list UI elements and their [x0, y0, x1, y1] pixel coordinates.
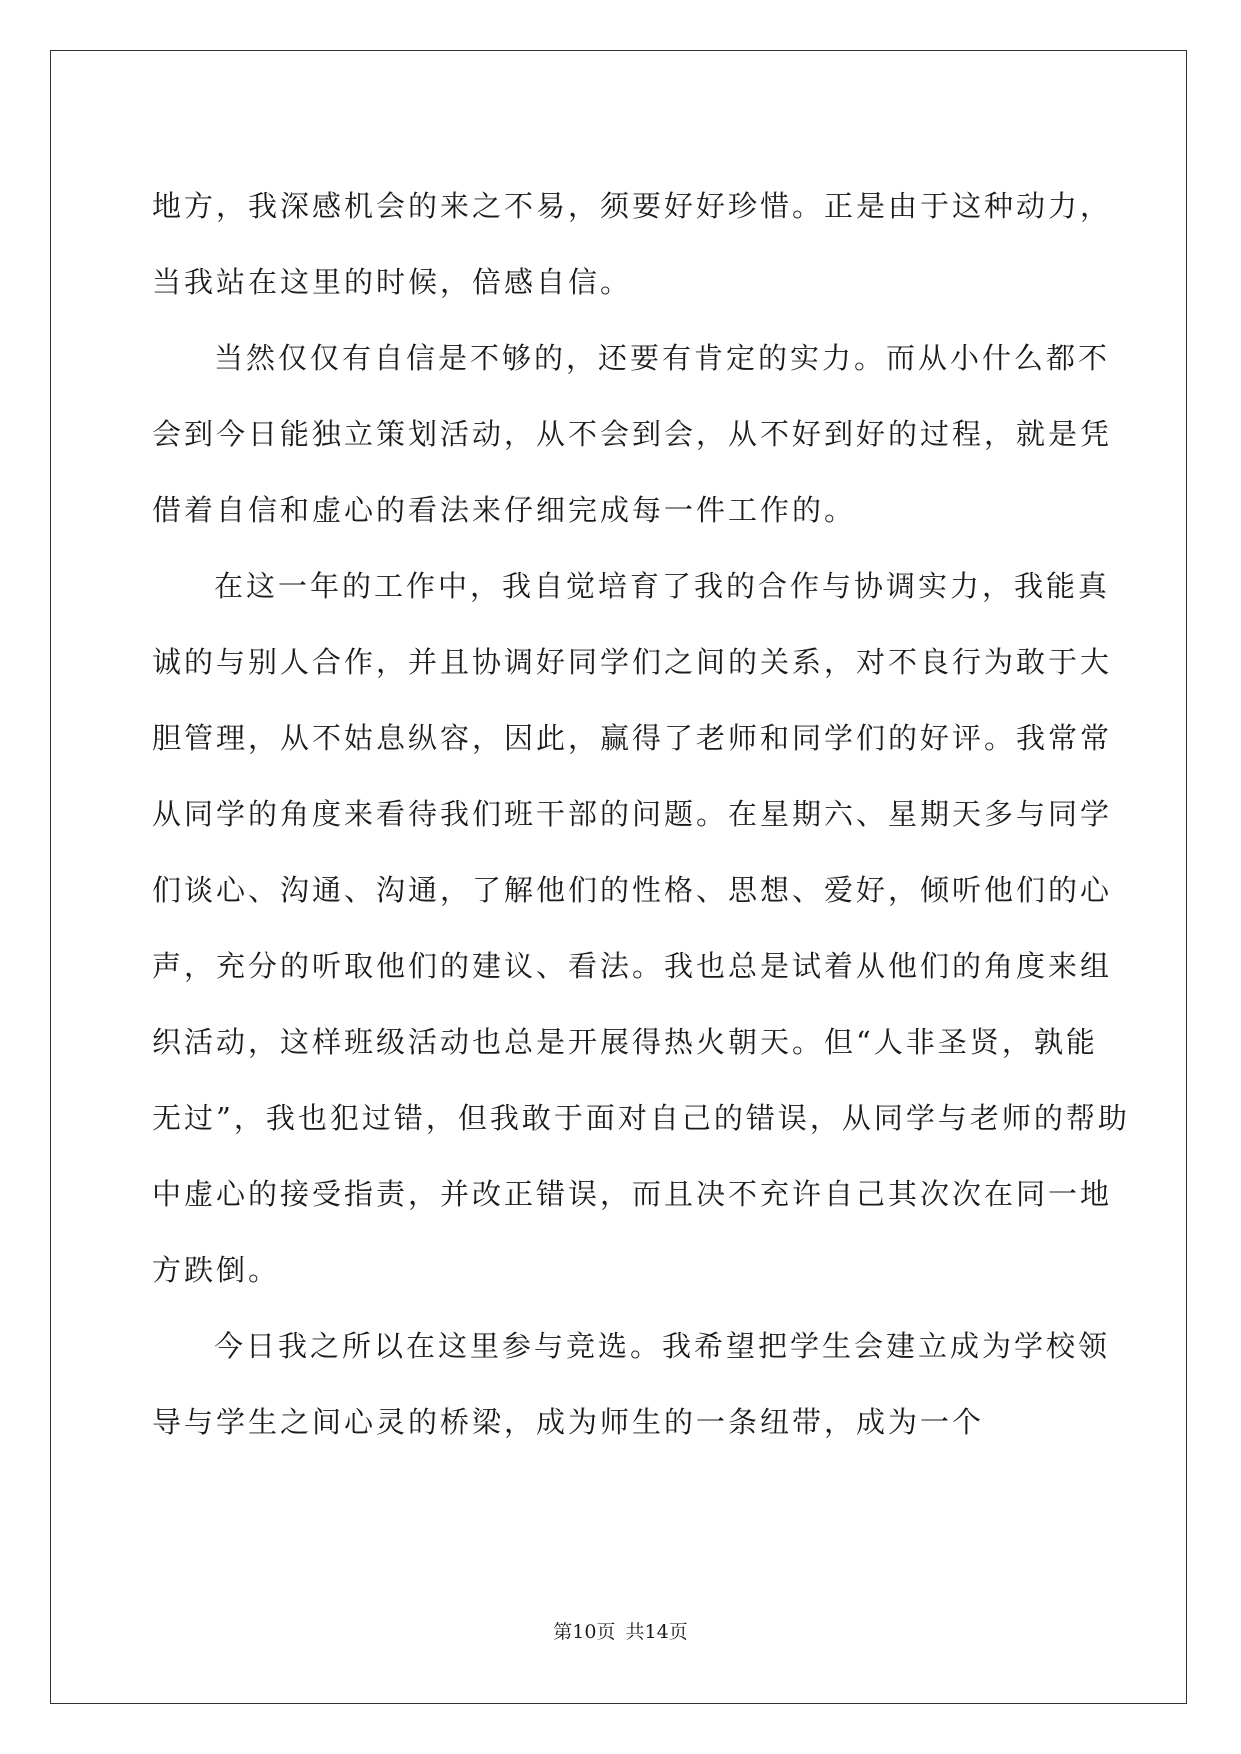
text-line: 方跌倒。: [152, 1253, 281, 1287]
text-line: 们谈心、沟通、沟通，了解他们的性格、思想、爱好，倾听他们的心: [152, 873, 1113, 907]
text-line: 借着自信和虚心的看法来仔细完成每一件工作的。: [152, 493, 857, 527]
page-total: 共14页: [625, 1621, 688, 1643]
document-body: [152, 168, 1130, 1460]
text-line: 无过”，我也犯过错，但我敢于面对自己的错误，从同学与老师的帮助: [152, 1101, 1130, 1135]
text-line-paragraph-start: 今日我之所以在这里参与竞选。我希望把学生会建立成为学校领: [214, 1329, 1111, 1363]
text-line: 胆管理，从不姑息纵容，因此，赢得了老师和同学们的好评。我常常: [152, 721, 1113, 755]
text-line: 从同学的角度来看待我们班干部的问题。在星期六、星期天多与同学: [152, 797, 1113, 831]
page-number: 第10页: [553, 1621, 616, 1643]
text-line: 中虚心的接受指责，并改正错误，而且决不充许自己其次次在同一地: [152, 1177, 1113, 1211]
page-footer: [0, 1617, 1241, 1644]
text-line: 当我站在这里的时候，倍感自信。: [152, 265, 633, 299]
text-line: 诚的与别人合作，并且协调好同学们之间的关系，对不良行为敢于大: [152, 645, 1113, 679]
text-line: 织活动，这样班级活动也总是开展得热火朝天。但“人非圣贤，孰能: [152, 1025, 1098, 1059]
text-line: 导与学生之间心灵的桥梁，成为师生的一条纽带，成为一个: [152, 1405, 985, 1439]
text-line-paragraph-start: 在这一年的工作中，我自觉培育了我的合作与协调实力，我能真: [214, 569, 1111, 603]
text-line: 地方，我深感机会的来之不易，须要好好珍惜。正是由于这种动力，: [152, 189, 1113, 223]
text-line-paragraph-start: 当然仅仅有自信是不够的，还要有肯定的实力。而从小什么都不: [214, 341, 1111, 375]
text-line: 会到今日能独立策划活动，从不会到会，从不好到好的过程，就是凭: [152, 417, 1113, 451]
text-line: 声，充分的听取他们的建议、看法。我也总是试着从他们的角度来组: [152, 949, 1113, 983]
